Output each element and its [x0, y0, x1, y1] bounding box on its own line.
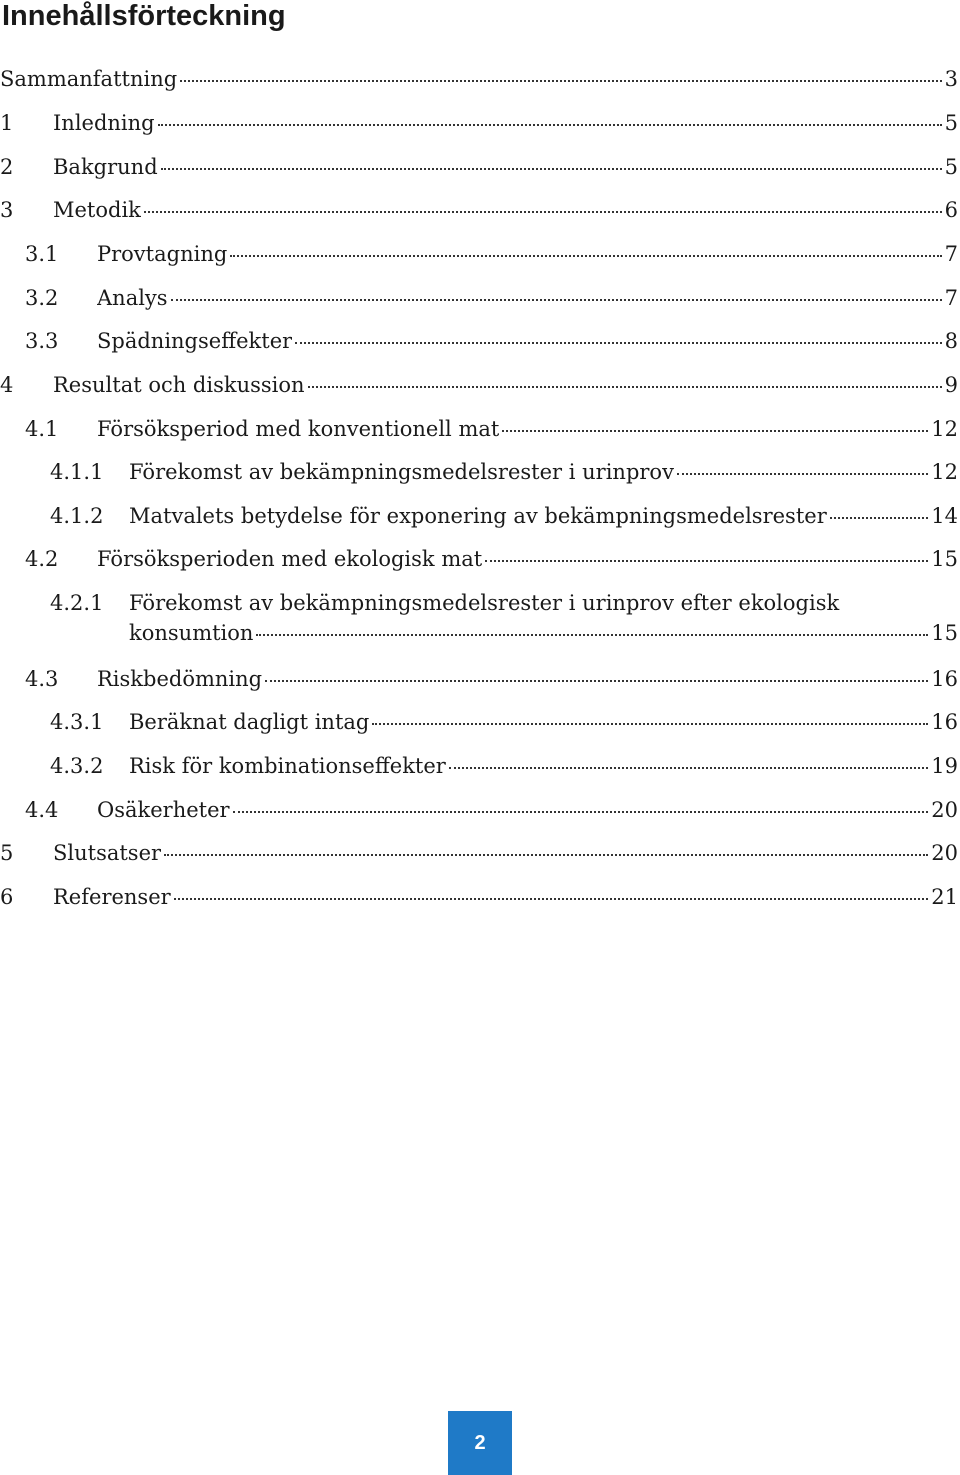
toc-leader-dots: [230, 255, 941, 257]
page-number-badge: 2: [448, 1411, 512, 1475]
toc-entry-osakerheter[interactable]: [0, 795, 958, 825]
toc-entry-number: 4.3.1: [50, 710, 104, 734]
toc-entry-text: Metodik: [53, 198, 141, 222]
toc-entry-spadningseffekter[interactable]: [0, 326, 958, 356]
toc-leader-dots: [295, 342, 941, 344]
toc-leader-dots: [372, 723, 928, 725]
toc-entry-analys[interactable]: [0, 283, 958, 313]
toc-entry-number: 4.3.2: [50, 754, 104, 778]
toc-entry-number: 3.2: [25, 286, 59, 310]
toc-entry-matvalets-betydelse[interactable]: [0, 501, 958, 531]
toc-entry-bakgrund[interactable]: [0, 152, 958, 182]
toc-entry-metodik[interactable]: [0, 195, 958, 225]
toc-entry-forekomst-efter-ekologisk[interactable]: [0, 588, 958, 648]
toc-leader-dots: [164, 854, 928, 856]
toc-entry-text: Beräknat dagligt intag: [129, 710, 370, 734]
toc-entry-number: 3.1: [25, 242, 59, 266]
toc-leader-dots: [485, 560, 928, 562]
toc-leader-dots: [308, 386, 942, 388]
toc-entry-page: 9: [944, 373, 958, 397]
toc-entry-number: 4.1.2: [50, 504, 104, 528]
toc-entry-text: Slutsatser: [53, 841, 162, 865]
toc-entry-forsoksperiod-konventionell[interactable]: [0, 414, 958, 444]
toc-entry-number: 4.3: [25, 667, 59, 691]
toc-entry-page: 6: [944, 198, 958, 222]
toc-entry-page: 3: [944, 67, 958, 91]
toc-entry-risk-kombinationseffekter[interactable]: [0, 751, 958, 781]
toc-entry-resultat-och-diskussion[interactable]: [0, 370, 958, 400]
toc-entry-text: Förekomst av bekämpningsmedelsrester i urinprov: [129, 460, 674, 484]
toc-entry-page: 7: [944, 286, 958, 310]
toc-leader-dots: [502, 430, 928, 432]
toc-entry-page: 16: [931, 710, 958, 734]
toc-leader-dots: [830, 517, 929, 519]
toc-entry-text: Bakgrund: [53, 155, 158, 179]
toc-entry-text: Provtagning: [97, 242, 228, 266]
toc-entry-riskbedomning[interactable]: [0, 664, 958, 694]
toc-entry-text: Resultat och diskussion: [53, 373, 305, 397]
toc-entry-page: 5: [944, 155, 958, 179]
toc-entry-number: 4.2.1: [50, 591, 104, 615]
toc-entry-text: Matvalets betydelse för exponering av bekämpningsmedelsrester: [129, 504, 827, 528]
toc-leader-dots: [171, 299, 942, 301]
toc-entry-number: 4.1: [25, 417, 59, 441]
toc-leader-dots: [158, 124, 942, 126]
toc-entry-page: 7: [944, 242, 958, 266]
toc-entry-text: konsumtion: [129, 621, 254, 645]
toc-entry-text-line1: Förekomst av bekämpningsmedelsrester i urinprov efter ekologisk: [129, 591, 840, 615]
toc-leader-dots: [677, 473, 928, 475]
toc-entry-referenser[interactable]: [0, 882, 958, 912]
toc-entry-page: 8: [944, 329, 958, 353]
toc-entry-page: 21: [931, 885, 958, 909]
toc-entry-number: 1: [0, 111, 14, 135]
toc-entry-text: Försöksperioden med ekologisk mat: [97, 547, 483, 571]
toc-entry-sammanfattning[interactable]: [0, 64, 958, 94]
toc-entry-text: Riskbedömning: [97, 667, 263, 691]
toc-entry-text: Försöksperiod med konventionell mat: [97, 417, 500, 441]
toc-entry-number: 5: [0, 841, 14, 865]
toc-entry-number: 4: [0, 373, 14, 397]
toc-entry-text: Inledning: [53, 111, 155, 135]
toc-entry-inledning[interactable]: [0, 108, 958, 138]
toc-entry-first-line: [0, 588, 958, 618]
toc-entry-page: 20: [931, 841, 958, 865]
toc-leader-dots: [233, 811, 929, 813]
toc-entry-text: Analys: [97, 286, 168, 310]
toc-entry-text: Spädningseffekter: [97, 329, 293, 353]
toc-entry-number: 4.1.1: [50, 460, 104, 484]
toc-leader-dots: [144, 211, 942, 213]
toc-entry-page: 12: [931, 460, 958, 484]
toc-entry-page: 16: [931, 667, 958, 691]
toc-leader-dots: [265, 680, 928, 682]
toc-entry-page: 15: [931, 547, 958, 571]
toc-leader-dots: [449, 767, 928, 769]
toc-entry-provtagning[interactable]: [0, 239, 958, 269]
toc-title: Innehållsförteckning: [2, 0, 286, 32]
toc-entry-number: 6: [0, 885, 14, 909]
toc-entry-beraknat-dagligt-intag[interactable]: [0, 707, 958, 737]
toc-entry-page: 20: [931, 798, 958, 822]
toc-entry-forsoksperioden-ekologisk[interactable]: [0, 544, 958, 574]
toc-entry-page: 5: [944, 111, 958, 135]
toc-entry-number: 2: [0, 155, 14, 179]
toc-entry-page: 19: [931, 754, 958, 778]
toc-entry-page: 12: [931, 417, 958, 441]
toc-entry-text: Referenser: [53, 885, 171, 909]
toc-entry-number: 3.3: [25, 329, 59, 353]
toc-entry-text: Sammanfattning: [0, 67, 178, 91]
toc-entry-number: 4.2: [25, 547, 59, 571]
toc-entry-page: 14: [931, 504, 958, 528]
toc-entry-slutsatser[interactable]: [0, 838, 958, 868]
toc-leader-dots: [174, 898, 929, 900]
toc-leader-dots: [256, 634, 928, 636]
toc-entry-second-line: [0, 618, 958, 648]
toc-entry-text: Osäkerheter: [97, 798, 230, 822]
toc-entry-forekomst-urinprov[interactable]: [0, 457, 958, 487]
toc-entry-text: Risk för kombinationseffekter: [129, 754, 446, 778]
toc-leader-dots: [180, 80, 941, 82]
toc-leader-dots: [161, 168, 942, 170]
toc-entry-number: 3: [0, 198, 14, 222]
toc-entry-number: 4.4: [25, 798, 59, 822]
toc-entry-page: 15: [931, 621, 958, 645]
